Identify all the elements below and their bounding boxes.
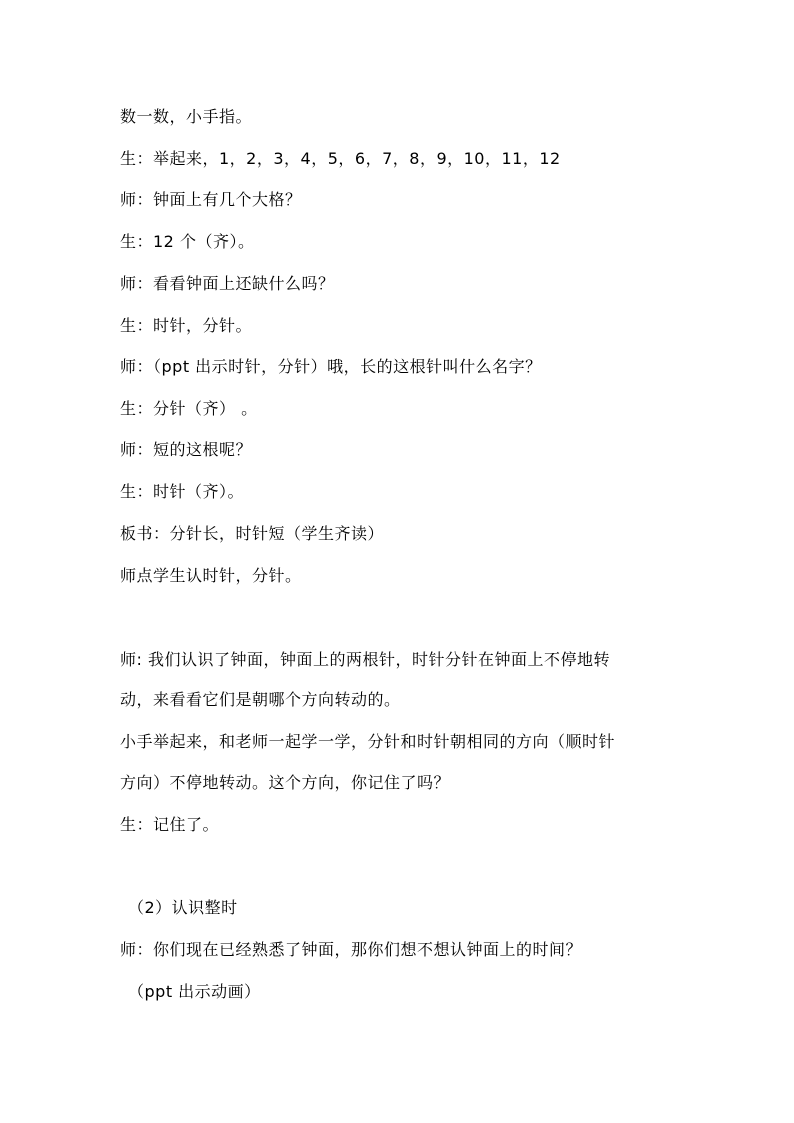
text-line: 生：时针，分针。: [120, 316, 253, 335]
text-line: 板书：分针长，时针短（学生齐读）: [120, 524, 385, 543]
text-line: 师点学生认时针，分针。: [120, 566, 302, 585]
text-line: 数一数，小手指。: [120, 107, 253, 126]
text-line: 动，来看看它们是朝哪个方向转动的。: [120, 690, 401, 709]
text-line: 生：12 个（齐）。: [120, 232, 255, 251]
text-line: 师: 我们认识了钟面，钟面上的两根针，时针分针在钟面上不停地转: [120, 650, 610, 669]
section-heading: （2）认识整时: [128, 898, 238, 917]
text-line: 生：举起来，1，2，3，4，5，6，7，8，9，10，11，12: [120, 149, 561, 168]
text-line: 师：看看钟面上还缺什么吗？: [120, 274, 335, 293]
text-line: 师：钟面上有几个大格？: [120, 190, 302, 209]
text-line: 小手举起来，和老师一起学一学，分针和时针朝相同的方向（顺时针: [120, 732, 616, 751]
text-line: （ppt 出示动画）: [128, 982, 261, 1001]
text-line: 方向）不停地转动。这个方向，你记住了吗？: [120, 773, 451, 792]
text-line: 师：短的这根呢？: [120, 440, 253, 459]
text-line: 生：分针（齐） 。: [120, 399, 258, 418]
text-line: 生：时针（齐）。: [120, 482, 245, 501]
text-line: 生：记住了。: [120, 815, 220, 834]
text-line: 师：你们现在已经熟悉了钟面，那你们想不想认钟面上的时间？: [120, 940, 583, 959]
text-line: 师：（ppt 出示时针，分针）哦，长的这根针叫什么名字？: [120, 357, 542, 376]
